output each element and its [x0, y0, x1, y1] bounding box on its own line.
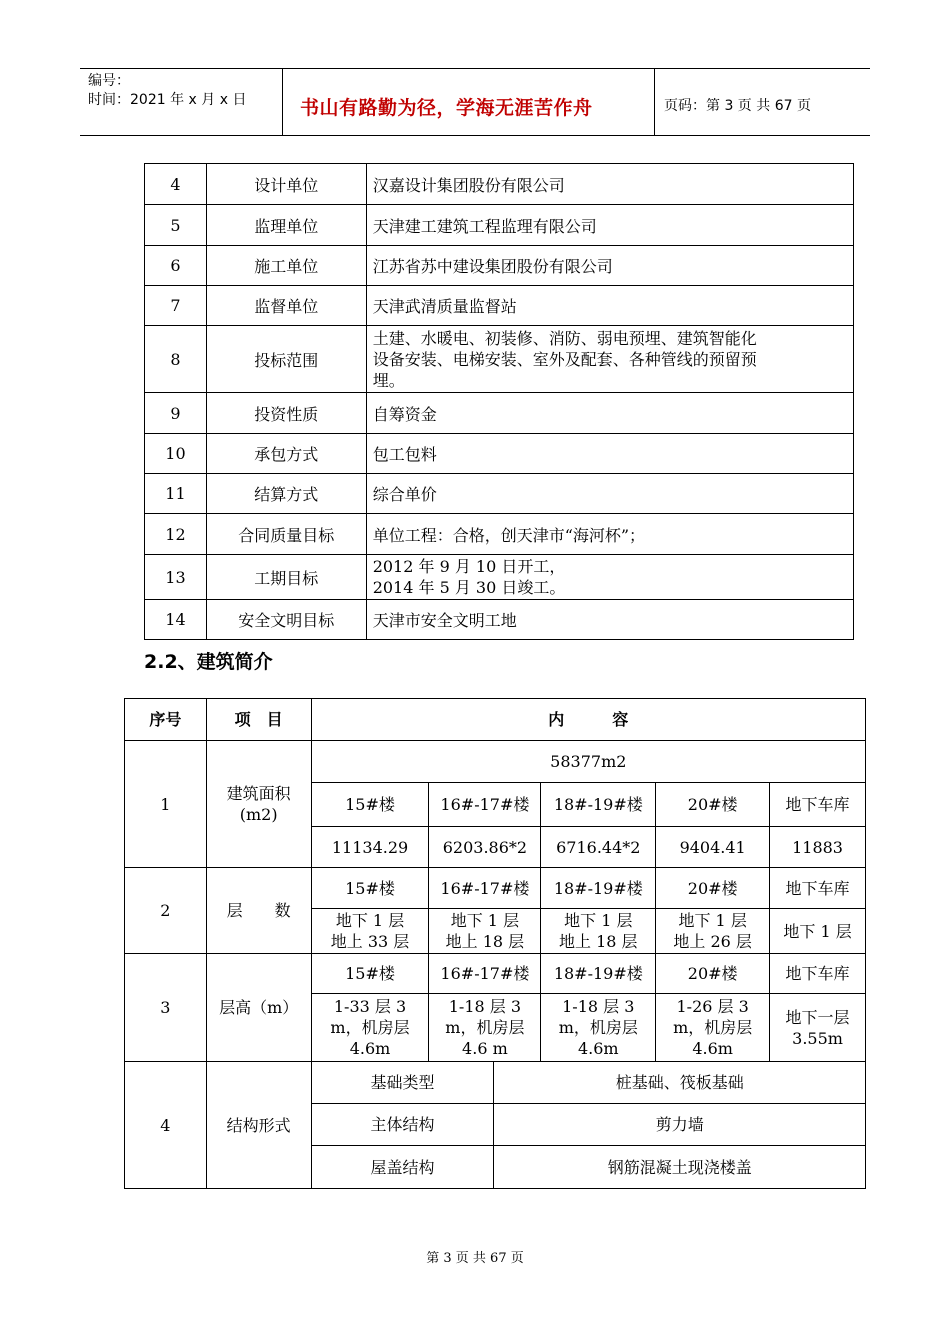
- head-number: 序号: [125, 699, 207, 741]
- row-item: 投资性质: [206, 393, 366, 434]
- floors-value: [429, 909, 541, 954]
- area-value: 6203.86*2: [429, 827, 541, 868]
- height-value: [429, 994, 541, 1062]
- structure-key: 基础类型: [311, 1062, 494, 1104]
- value-line: 1-26 层 3: [676, 997, 749, 1016]
- area-value: 6716.44*2: [541, 827, 656, 868]
- row-number: 5: [145, 205, 207, 246]
- row-item: 安全文明目标: [206, 600, 366, 640]
- row-item: 承包方式: [206, 434, 366, 474]
- item-line: 建筑面积: [226, 784, 291, 803]
- building-name: 16#-17#楼: [429, 783, 541, 827]
- table-row: [145, 286, 854, 326]
- value-line: m，机房层: [330, 1018, 410, 1037]
- value-line: 4.6m: [692, 1039, 733, 1058]
- row-value: [366, 326, 853, 393]
- value-line: 2012 年 9 月 10 日开工，: [372, 557, 566, 576]
- value-line: 地上 18 层: [445, 932, 525, 951]
- table-row: [145, 164, 854, 205]
- row-number: 9: [145, 393, 207, 434]
- page-footer: 第 3 页 共 67 页: [426, 1251, 524, 1266]
- floors-value: [311, 909, 429, 954]
- structure-value: 剪力墙: [494, 1104, 866, 1146]
- header-time-label: 时间：2021 年 x 月 x 日: [88, 92, 247, 108]
- value-line: 地下 1 层: [783, 921, 852, 941]
- building-name: 16#-17#楼: [429, 868, 541, 909]
- row-number: 11: [145, 474, 207, 514]
- building-name: 地下车库: [770, 954, 866, 994]
- floors-value: [541, 909, 656, 954]
- row-value: 包工包料: [366, 434, 853, 474]
- row-value: 单位工程：合格，创天津市“海河杯”；: [366, 514, 853, 555]
- building-name: 15#楼: [311, 954, 429, 994]
- row-number: 4: [145, 164, 207, 205]
- row-number: 14: [145, 600, 207, 640]
- building-name: 15#楼: [311, 783, 429, 827]
- value-line: m，机房层: [558, 1018, 638, 1037]
- header-divider-left: [282, 68, 283, 136]
- row-number: 12: [145, 514, 207, 555]
- row-value: [366, 555, 853, 600]
- row-number: 1: [125, 741, 207, 868]
- building-name: 20#楼: [656, 783, 770, 827]
- structure-value: 钢筋混凝土现浇楼盖: [494, 1146, 866, 1189]
- value-line: m，机房层: [673, 1018, 753, 1037]
- value-line: 地下 1 层: [678, 911, 747, 930]
- table-row: [125, 954, 866, 994]
- height-value: [541, 994, 656, 1062]
- height-value: [656, 994, 770, 1062]
- value-line: m，机房层: [445, 1018, 525, 1037]
- header-top-rule: [80, 68, 870, 69]
- table-row: [145, 434, 854, 474]
- header-motto: 书山有路勤为径，学海无涯苦作舟: [300, 97, 593, 119]
- table-head-row: [125, 699, 866, 741]
- table-row: [145, 474, 854, 514]
- item-line: (m2): [239, 805, 278, 824]
- total-area: 58377m2: [311, 741, 865, 783]
- header-page-label: 页码：第 3 页 共 67 页: [664, 98, 811, 114]
- row-item: 监理单位: [206, 205, 366, 246]
- row-number: 8: [145, 326, 207, 393]
- value-line: 4.6m: [349, 1039, 391, 1058]
- structure-key: 屋盖结构: [311, 1146, 494, 1189]
- header-divider-right: [654, 68, 655, 136]
- row-item: 监督单位: [206, 286, 366, 326]
- table-row: [125, 741, 866, 783]
- row-item: 投标范围: [206, 326, 366, 393]
- area-value: 9404.41: [656, 827, 770, 868]
- value-line: 1-33 层 3: [333, 997, 407, 1016]
- structure-key: 主体结构: [311, 1104, 494, 1146]
- table-row: [125, 1062, 866, 1104]
- building-summary-table: [124, 698, 866, 1189]
- building-name: 18#-19#楼: [541, 783, 656, 827]
- table-row: [145, 393, 854, 434]
- row-value: 江苏省苏中建设集团股份有限公司: [366, 246, 853, 286]
- building-name: 15#楼: [311, 868, 429, 909]
- row-item: 结构形式: [206, 1062, 311, 1189]
- row-number: 10: [145, 434, 207, 474]
- building-name: 18#-19#楼: [541, 954, 656, 994]
- header-number-label: 编号：: [88, 73, 130, 89]
- area-value: 11883: [770, 827, 866, 868]
- area-value: 11134.29: [311, 827, 429, 868]
- section-title: 2.2、建筑简介: [144, 651, 273, 673]
- value-line: 地下 1 层: [450, 911, 520, 930]
- table-row: [145, 555, 854, 600]
- value-line: 地上 18 层: [559, 932, 638, 951]
- head-content: 内 容: [311, 699, 865, 741]
- row-value: 天津市安全文明工地: [366, 600, 853, 640]
- row-value: 天津武清质量监督站: [366, 286, 853, 326]
- building-name: 18#-19#楼: [541, 868, 656, 909]
- row-number: 2: [125, 868, 207, 954]
- height-value: [770, 994, 866, 1062]
- row-item: 合同质量目标: [206, 514, 366, 555]
- table-row: [145, 326, 854, 393]
- height-value: [311, 994, 429, 1062]
- building-name: 20#楼: [656, 868, 770, 909]
- value-line: 埋。: [372, 370, 405, 390]
- value-line: 2014 年 5 月 30 日竣工。: [372, 578, 566, 597]
- row-item: 层高（m）: [206, 954, 311, 1062]
- building-name: 20#楼: [656, 954, 770, 994]
- value-line: 1-18 层 3: [562, 997, 635, 1016]
- value-line: 4.6m: [577, 1039, 619, 1058]
- building-name: 地下车库: [770, 868, 866, 909]
- value-line: 设备安装、电梯安装、室外及配套、各种管线的预留预: [372, 349, 757, 369]
- row-value: 自筹资金: [366, 393, 853, 434]
- project-info-table: [144, 163, 854, 640]
- table-row: [125, 868, 866, 909]
- floors-value: [770, 909, 866, 954]
- row-number: 6: [145, 246, 207, 286]
- row-value: 天津建工建筑工程监理有限公司: [366, 205, 853, 246]
- row-number: 7: [145, 286, 207, 326]
- table-row: [145, 600, 854, 640]
- row-item: 工期目标: [206, 555, 366, 600]
- row-value: 综合单价: [366, 474, 853, 514]
- row-item: 设计单位: [206, 164, 366, 205]
- value-line: 土建、水暖电、初装修、消防、弱电预埋、建筑智能化: [372, 328, 757, 348]
- value-line: 地上 26 层: [673, 932, 752, 951]
- head-item: 项 目: [206, 699, 311, 741]
- row-number: 4: [125, 1062, 207, 1189]
- row-value: 汉嘉设计集团股份有限公司: [366, 164, 853, 205]
- table-row: [145, 205, 854, 246]
- value-line: 4.6 m: [462, 1039, 508, 1058]
- value-line: 地下 1 层: [335, 911, 405, 930]
- building-name: 16#-17#楼: [429, 954, 541, 994]
- value-line: 地下 1 层: [564, 911, 633, 930]
- structure-value: 桩基础、筏板基础: [494, 1062, 866, 1104]
- row-item: [206, 741, 311, 868]
- row-item: 层 数: [206, 868, 311, 954]
- building-name: 地下车库: [770, 783, 866, 827]
- value-line: 地上 33 层: [330, 932, 410, 951]
- row-number: 13: [145, 555, 207, 600]
- row-item: 施工单位: [206, 246, 366, 286]
- row-number: 3: [125, 954, 207, 1062]
- floors-value: [656, 909, 770, 954]
- header-bottom-rule: [80, 135, 870, 136]
- value-line: 3.55m: [792, 1028, 843, 1048]
- value-line: 地下一层: [785, 1007, 850, 1027]
- table-row: [145, 246, 854, 286]
- value-line: 1-18 层 3: [448, 997, 522, 1016]
- row-item: 结算方式: [206, 474, 366, 514]
- table-row: [145, 514, 854, 555]
